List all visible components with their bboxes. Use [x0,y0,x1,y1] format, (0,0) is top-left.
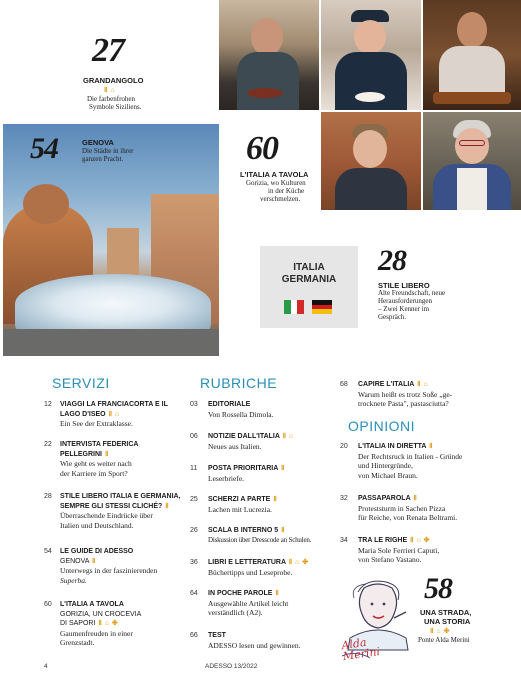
toc-title-line3: DI SAPORI [60,620,96,627]
germany-flag-icon [312,300,332,314]
toc-desc-line1: Büchertipps und Leseprobe. [208,567,293,577]
flag-box-line1: ITALIA [293,262,325,273]
feature-58-title-line2[interactable]: UNA STORIA [424,617,471,626]
toc-page-number: 34 [340,537,348,544]
feature-28-number: 28 [378,244,406,277]
toc-page-number: 22 [44,441,52,448]
level-icons: Ⅱ ⌂ ✤ [410,537,431,544]
toc-page-number: 11 [190,465,198,472]
toc-desc-line1: Wie geht es weiter nach [60,459,132,468]
toc-title: PASSAPAROLA [358,495,411,502]
toc-page-number: 26 [190,527,198,534]
italy-flag-icon [284,300,304,314]
feature-60-desc-line1: Gorizia, wo Kulturen [246,179,306,187]
toc-desc-line2: Superba. [60,575,87,585]
feature-28-desc-line3: – Zwei Kenner im [378,305,430,313]
toc-desc-line1: Maria Sole Ferrieri Caputi, [358,545,440,555]
toc-page-number: 60 [44,601,52,608]
toc-desc-line1: Proteststurm in Sachen Pizza [358,503,446,513]
toc-title-line2: PELLEGRINI [60,450,103,458]
toc-title: SCALA B INTERNO 5 [208,527,279,534]
photo-older-woman-glasses [423,112,521,210]
toc-title-line1: VIAGGI LA FRANCIACORTA E IL [60,401,168,408]
toc-title-line1: STILE LIBERO ITALIA E GERMANIA, [60,493,181,500]
level-icons: Ⅱ ⌂ [108,410,120,418]
toc-desc-line1: Unterwegs in der faszinierenden [60,566,158,575]
feature-28-title[interactable]: STILE LIBERO [378,281,430,290]
feature-28-desc-line1: Alte Freundschaft, neue [378,289,446,297]
level-icons: Ⅱ ⌂ ✤ [98,620,119,627]
toc-title: CAPIRE L'ITALIA [358,381,415,388]
feature-60-desc-line3: verschmelzen. [260,195,301,203]
toc-desc-line1: Von Rossella Dimola. [208,409,274,419]
level-icons: Ⅱ ⌂ [282,433,294,440]
toc-desc-line1: Überraschende Eindrücke über [60,511,153,520]
feature-27-level-icons: Ⅱ ⌂ [104,87,116,94]
toc-page-number: 68 [340,381,348,388]
toc-title: IN POCHE PAROLE [208,590,273,597]
level-icons: Ⅱ [281,527,286,534]
toc-title: POSTA PRIORITARIA [208,465,278,472]
toc-page-number: 20 [340,443,348,450]
feature-60-number: 60 [246,130,278,167]
toc-title-line2: GENOVA [60,557,90,565]
level-icons: Ⅱ ⌂ ✤ [288,559,309,566]
feature-54-desc-line1: Die Städte in ihrer [82,147,134,155]
footer-issue: ADESSO 13/2022 [205,663,258,670]
level-icons: Ⅱ [92,557,96,565]
toc-desc-line3: von Michael Braun. [358,470,418,480]
toc-title: EDITORIALE [208,401,251,408]
toc-title-line1: LE GUIDE DI ADESSO [60,548,134,555]
toc-desc-line2: und Hintergründe, [358,461,413,470]
toc-page-number: 28 [44,493,52,500]
flag-box-line2: GERMANIA [281,274,337,285]
feature-58-number: 58 [424,572,452,605]
feature-54-number: 54 [30,132,58,165]
toc-page-number: 25 [190,496,198,503]
toc-desc-line1: Diskussion über Dresscode an Schulen. [208,535,312,544]
level-icons: Ⅱ [429,443,434,450]
toc-desc-line2: verständlich (A2). [208,608,263,617]
feature-27-title[interactable]: GRANDANGOLO [83,76,144,85]
level-icons: Ⅱ [413,495,418,502]
level-icons: Ⅱ [280,465,285,472]
feature-60-title[interactable]: L'ITALIA A TAVOLA [240,170,309,179]
feature-27-desc-line1: Die farbenfrohen [87,95,136,103]
toc-desc-line1: Ausgewählte Artikel leicht [208,598,289,608]
toc-title-line2: SEMPRE GLI STESSI CLICHÉ? [60,502,163,510]
toc-desc-line1: Gaumenfreuden in einer [60,628,133,638]
level-icons: Ⅱ [273,496,278,503]
toc-desc-line1: Ein See der Extraklasse. [60,419,133,428]
rubriche-heading: RUBRICHE [200,375,278,391]
alda-merini-illustration [336,578,420,666]
toc-page-number: 36 [190,559,198,566]
feature-28-desc-line2: Herausforderungen [378,297,433,305]
toc-page-number: 32 [340,495,348,502]
toc-desc-line2: trocknete Pasta", pastasciutta? [358,399,449,408]
feature-58-desc: Ponte Alda Merini [418,636,470,644]
opinioni-heading: OPINIONI [348,418,416,434]
toc-page-number: 66 [190,632,198,639]
toc-title: NOTIZIE DALL'ITALIA [208,433,280,440]
toc-desc-line2: Italien und Deutschland. [60,520,134,530]
level-icons: Ⅱ [275,590,280,597]
toc-page-number: 12 [44,401,52,408]
toc-desc-line2: Grenzstadt. [60,638,95,647]
toc-title: TEST [208,632,226,639]
toc-title: L'ITALIA IN DIRETTA [358,443,427,450]
toc-title-line2: LAGO D'ISEO [60,410,106,418]
toc-desc-line1: ADESSO lesen und gewinnen. [208,640,301,650]
feature-28-desc-line4: Gespräch. [378,313,407,321]
toc-desc-line1: Neues aus Italien. [208,441,262,451]
footer-page-number: 4 [44,663,48,670]
photo-older-woman-short-hair [321,112,421,210]
toc-desc-line1: Lachen mit Lucrezia. [208,504,272,514]
toc-title: LIBRI E LETTERATURA [208,559,286,566]
photo-chef-man-tshirt [423,0,521,110]
toc-page-number: 64 [190,590,198,597]
toc-title-line2: GORIZIA, UN CROCEVIA [60,610,142,618]
toc-desc-line2: der Karriere im Sport? [60,468,128,478]
toc-page-number: 06 [190,433,198,440]
level-icons: Ⅱ [165,502,170,510]
toc-page-number: 54 [44,548,52,555]
toc-desc-line1: Warum heißt es trotz Soße „ge- [358,389,453,399]
feature-27-desc-line2: Symbole Siziliens. [89,103,142,111]
servizi-heading: SERVIZI [52,375,110,391]
toc-title: TRA LE RIGHE [358,537,408,544]
toc-title-line1: L'ITALIA A TAVOLA [60,601,124,608]
toc-desc-line1: Leserbriefe. [208,473,245,483]
feature-58-title-line1[interactable]: UNA STRADA, [420,608,472,617]
toc-page-number: 03 [190,401,198,408]
toc-desc-line1: Der Rechtsruck in Italien - Gründe [358,451,463,461]
feature-58-level-icons: Ⅱ ⌂ ✤ [430,628,450,635]
toc-desc-line2: von Stefano Vastano. [358,555,422,564]
level-icons: Ⅱ [104,450,109,458]
toc-title: SCHERZI A PARTE [208,496,271,503]
toc-desc-line2: für Reiche, von Renata Beltrami. [358,513,458,522]
feature-54-desc-line2: ganzen Pracht. [82,155,124,163]
photo-chef-man-beard [219,0,319,110]
toc-title-line1: INTERVISTA FEDERICA [60,441,139,448]
feature-60-desc-line2: in der Küche [268,187,305,195]
feature-54-title[interactable]: GENOVA [82,138,114,147]
italia-germania-flag-box [260,246,358,328]
alda-merini-signature: Alda Merini [340,635,381,664]
feature-27-number: 27 [92,32,124,69]
level-icons: Ⅱ ⌂ [417,381,429,388]
photo-chef-woman-cap [321,0,421,110]
